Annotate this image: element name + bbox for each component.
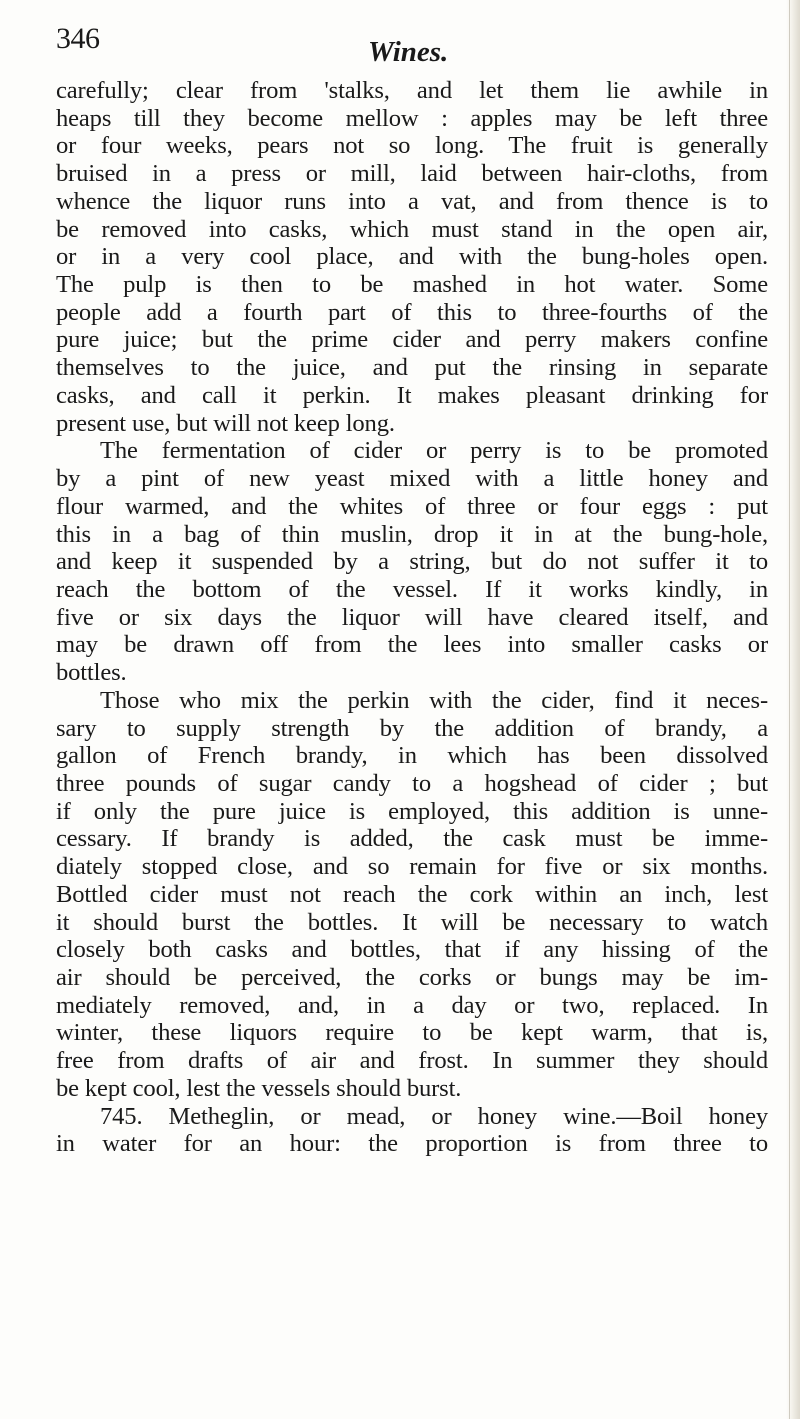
text-line: it should burst the bottles. It will be necessary to watch — [56, 908, 768, 936]
text-line: themselves to the juice, and put the rinsing in separate — [56, 354, 768, 382]
text-line: The pulp is then to be mashed in hot water. Some — [56, 271, 768, 299]
page-number: 346 — [56, 22, 100, 55]
text-line: bruised in a press or mill, laid between hair-cloths, from — [56, 160, 768, 188]
text-line: carefully; clear from 'stalks, and let them lie awhile in — [56, 77, 768, 104]
text-line: closely both casks and bottles, that if any hissing of the — [56, 936, 768, 964]
text-line: five or six days the liquor will have cleared itself, and — [56, 603, 768, 631]
page-header — [56, 22, 756, 82]
text-line: by a pint of new yeast mixed with a little honey and — [56, 465, 768, 493]
text-line: this in a bag of thin muslin, drop it in at the bung-hole, — [56, 520, 768, 548]
text-line: heaps till they become mellow : apples may be left three — [56, 104, 768, 132]
text-line: cessary. If brandy is added, the cask must be imme- — [56, 825, 768, 853]
section-heading-line: 745. Metheglin, or mead, or honey wine.—Boil honey — [100, 1102, 768, 1130]
text-line: casks, and call it perkin. It makes pleasant drinking for — [56, 381, 768, 409]
text-line: sary to supply strength by the addition of brandy, a — [56, 714, 768, 742]
paragraph-end-line: be kept cool, lest the vessels should burst. — [56, 1074, 462, 1102]
paragraph-end-line: present use, but will not keep long. — [56, 409, 395, 437]
text-line: gallon of French brandy, in which has been dissolved — [56, 742, 768, 770]
paragraph-start-line: Those who mix the perkin with the cider, find it neces- — [100, 686, 768, 714]
text-line: flour warmed, and the whites of three or four eggs : put — [56, 492, 768, 520]
text-line: and keep it suspended by a string, but do not suffer it to — [56, 548, 768, 576]
text-line: if only the pure juice is employed, this addition is unne- — [56, 797, 768, 825]
paragraph-end-line: bottles. — [56, 659, 127, 687]
text-line: reach the bottom of the vessel. If it works kindly, in — [56, 575, 768, 603]
text-line: three pounds of sugar candy to a hogshead of cider ; but — [56, 769, 768, 797]
text-line: whence the liquor runs into a vat, and from thence is to — [56, 187, 768, 215]
text-line: be removed into casks, which must stand in the open air, — [56, 215, 768, 243]
text-line: diately stopped close, and so remain for five or six months. — [56, 853, 768, 881]
text-line: air should be perceived, the corks or bungs may be im- — [56, 964, 768, 991]
text-line: free from drafts of air and frost. In summer they should — [56, 1047, 768, 1075]
text-line: pure juice; but the prime cider and perry makers confine — [56, 326, 768, 354]
text-line: or in a very cool place, and with the bung-holes open. — [56, 243, 768, 271]
running-head: Wines. — [368, 36, 449, 68]
body-text — [56, 77, 768, 1158]
text-line: winter, these liquors require to be kept warm, that is, — [56, 1019, 768, 1047]
text-line: in water for an hour: the proportion is from three to — [56, 1130, 768, 1158]
paragraph-start-line: The fermentation of cider or perry is to be promoted — [100, 437, 768, 465]
text-line: Bottled cider must not reach the cork within an inch, lest — [56, 880, 768, 908]
page-edge — [786, 0, 800, 1419]
text-line: may be drawn off from the lees into smaller casks or — [56, 631, 768, 659]
text-line: or four weeks, pears not so long. The fruit is generally — [56, 132, 768, 160]
text-line: mediately removed, and, in a day or two, replaced. In — [56, 991, 768, 1019]
text-line: people add a fourth part of this to three-fourths of the — [56, 298, 768, 326]
